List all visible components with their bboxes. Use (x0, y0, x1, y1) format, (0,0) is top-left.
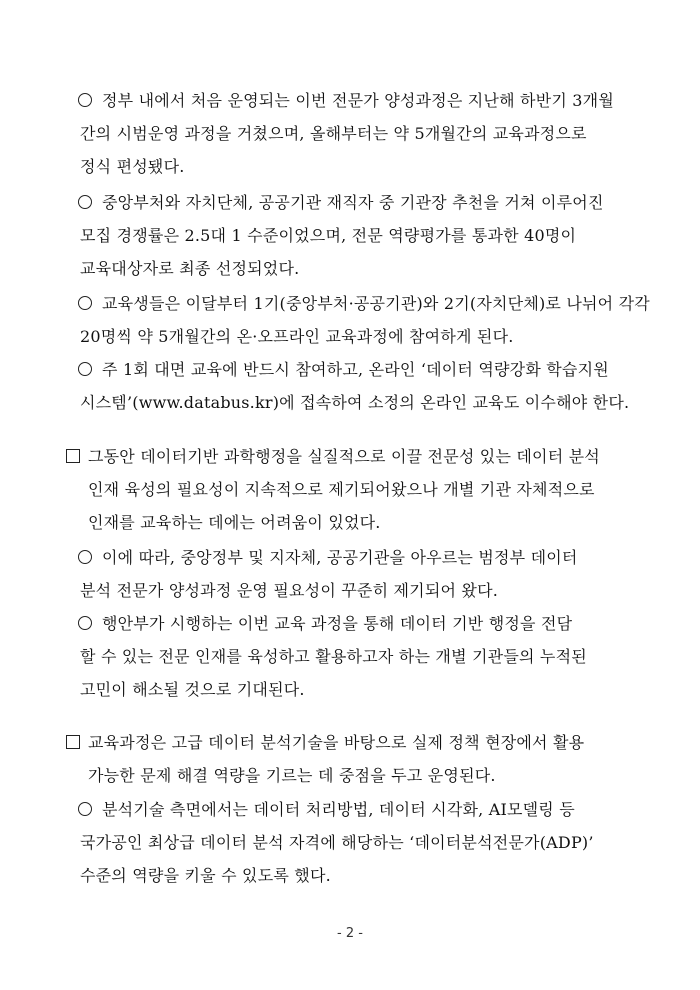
circle-bullet-icon (78, 802, 92, 816)
text-line: 정부 내에서 처음 운영되는 이번 전문가 양성과정은 지난해 하반기 3개월 (102, 91, 614, 110)
paragraph-text (88, 726, 650, 792)
paragraph-text (80, 186, 648, 285)
text-line: 분석 전문가 양성과정 운영 필요성이 꾸준히 제기되어 왔다. (80, 581, 499, 600)
paragraph-text (88, 440, 650, 539)
text-line: 할 수 있는 전문 인재를 육성하고 활용하고자 하는 개별 기관들의 누적된 (80, 647, 587, 666)
text-line: 그동안 데이터기반 과학행정을 실질적으로 이끌 전문성 있는 데이터 분석 (88, 447, 600, 466)
text-line: 고민이 해소될 것으로 기대된다. (80, 680, 305, 699)
text-line: 정식 편성됐다. (80, 157, 185, 176)
text-line: 교육대상자로 최종 선정되었다. (80, 259, 300, 278)
square-bullet-icon (66, 735, 80, 749)
text-line: 이에 따라, 중앙정부 및 지자체, 공공기관을 아우르는 범정부 데이터 (102, 548, 578, 567)
text-line: 시스템’(www.databus.kr)에 접속하여 소정의 온라인 교육도 이수해야 한다. (80, 393, 630, 412)
paragraph-text (80, 793, 648, 892)
text-line: 주 1회 대면 교육에 반드시 참여하고, 온라인 ‘데이터 역량강화 학습지원 (102, 360, 609, 379)
paragraph-text (80, 84, 648, 183)
text-line: 교육과정은 고급 데이터 분석기술을 바탕으로 실제 정책 현장에서 활용 (88, 733, 585, 752)
text-line: 수준의 역량을 키울 수 있도록 했다. (80, 866, 331, 885)
text-line: 분석기술 측면에서는 데이터 처리방법, 데이터 시각화, AI모델링 등 (102, 800, 575, 819)
text-line: 모집 경쟁률은 2.5대 1 수준이었으며, 전문 역량평가를 통과한 40명이 (80, 226, 577, 245)
text-line: 인재 육성의 필요성이 지속적으로 제기되어왔으나 개별 기관 자체적으로 (88, 480, 595, 499)
circle-bullet-icon (78, 616, 92, 630)
circle-bullet-icon (78, 195, 92, 209)
text-line: 교육생들은 이달부터 1기(중앙부처·공공기관)와 2기(자치단체)로 나뉘어 각각 (102, 294, 650, 313)
text-line: 가능한 문제 해결 역량을 기르는 데 중점을 두고 운영된다. (88, 766, 496, 785)
circle-bullet-icon (78, 550, 92, 564)
text-line: 간의 시범운영 과정을 거쳤으며, 올해부터는 약 5개월간의 교육과정으로 (80, 124, 587, 143)
circle-bullet-icon (78, 296, 92, 310)
paragraph-text (80, 287, 650, 353)
text-line: 국가공인 최상급 데이터 분석 자격에 해당하는 ‘데이터분석전문가(ADP)’ (80, 833, 594, 852)
paragraph-text (80, 353, 648, 419)
text-line: 중앙부처와 자치단체, 공공기관 재직자 중 기관장 추천을 거쳐 이루어진 (102, 193, 604, 212)
text-line: 행안부가 시행하는 이번 교육 과정을 통해 데이터 기반 행정을 전담 (102, 614, 573, 633)
paragraph-text (80, 607, 648, 706)
paragraph-text (80, 541, 648, 607)
circle-bullet-icon (78, 93, 92, 107)
text-line: 20명씩 약 5개월간의 온·오프라인 교육과정에 참여하게 된다. (80, 327, 514, 346)
text-line: 인재를 교육하는 데에는 어려움이 있었다. (88, 513, 381, 532)
circle-bullet-icon (78, 362, 92, 376)
page-number: - 2 - (337, 926, 363, 941)
square-bullet-icon (66, 449, 80, 463)
